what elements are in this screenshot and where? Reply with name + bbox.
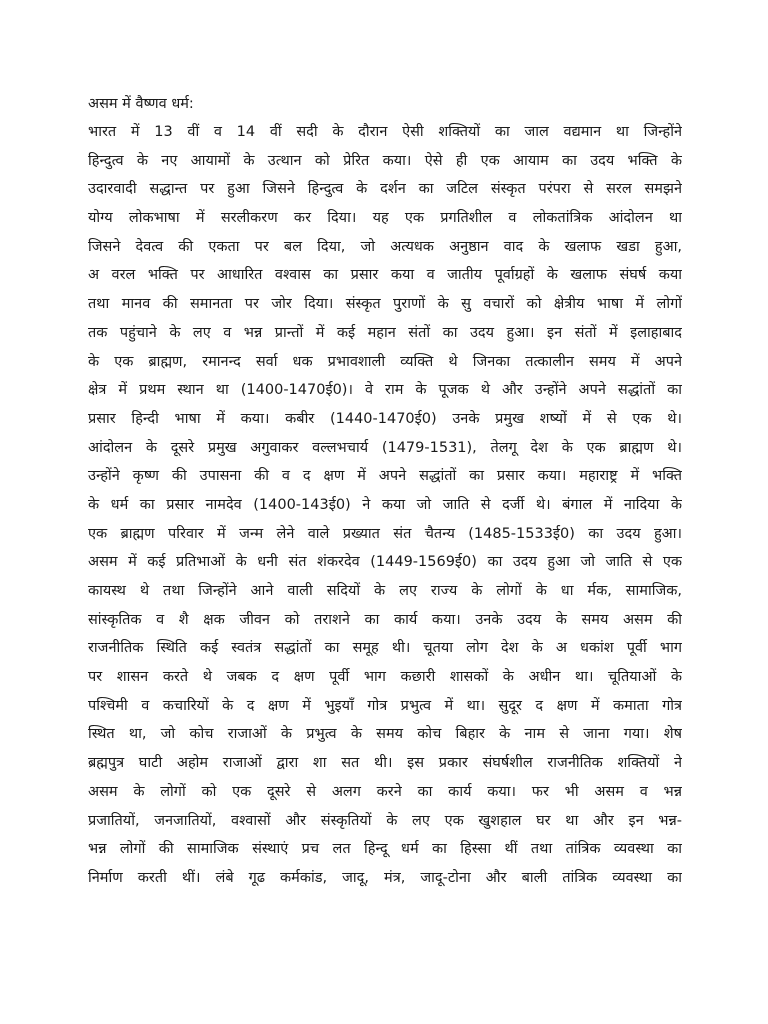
paragraph-line: हिन्दुत्व के नए आयामों के उत्थान को प्रेरित कया। ऐसे ही एक आयाम का उदय भक्ति के	[88, 152, 682, 169]
paragraph-line: के धर्म का प्रसार नामदेव (1400-143ई0) ने कया जो जाति से दर्जी थे। बंगाल में नादिया के	[88, 496, 682, 513]
paragraph-line: तथा मानव की समानता पर जोर दिया। संस्कृत पुराणों के सु वचारों को क्षेत्रीय भाषा में लोगों	[88, 296, 682, 313]
paragraph-line: असम के लोगों को एक दूसरे से अलग करने का कार्य कया। फर भी असम व भन्न	[88, 783, 682, 800]
paragraph-line: राजनीतिक स्थिति कई स्वतंत्र सद्धांतों का समूह थी। चूतया लोग देश के अ धकांश पूर्वी भाग	[88, 640, 682, 657]
paragraph-line: क्षेत्र में प्रथम स्थान था (1400-1470ई0)। वे राम के पूजक थे और उन्होंने अपने सद्धांतों का	[88, 382, 682, 399]
paragraph-line: जिसने देवत्व की एकता पर बल दिया, जो अत्यधक अनुष्ठान वाद के खलाफ खडा हुआ,	[88, 238, 682, 255]
paragraph-line: उन्होंने कृष्ण की उपासना की व द क्षण में अपने सद्धांतों का प्रसार कया। महाराष्ट्र में भक्ति	[88, 468, 682, 485]
paragraph-line: निर्माण करती थीं। लंबे गूढ कर्मकांड, जादू, मंत्र, जादू-टोना और बाली तांत्रिक व्यवस्था का	[88, 869, 682, 886]
document-heading: असम में वैष्णव धर्म:	[88, 96, 194, 112]
paragraph-line: के एक ब्राह्मण, रमानन्द सर्वा धक प्रभावशाली व्यक्ति थे जिनका तत्कालीन समय में अपने	[88, 353, 682, 370]
paragraph-line: सांस्कृतिक व शै क्षक जीवन को तराशने का कार्य कया। उनके उदय के समय असम की	[88, 611, 682, 628]
paragraph-line: ब्रह्मपुत्र घाटी अहोम राजाओं द्वारा शा सत थी। इस प्रकार संघर्षशील राजनीतिक शक्तियों ने	[88, 755, 682, 772]
paragraph-line: उदारवादी सद्धान्त पर हुआ जिसने हिन्दुत्व के दर्शन का जटिल संस्कृत परंपरा से सरल समझने	[88, 181, 682, 198]
paragraph-line: भारत में 13 वीं व 14 वीं सदी के दौरान ऐसी शक्तियों का जाल वद्यमान था जिन्होंने	[88, 124, 682, 140]
paragraph-line: प्रजातियों, जनजातियों, वश्वासों और संस्कृतियों के लए एक खुशहाल घर था और इन भन्न-	[88, 812, 682, 829]
paragraph-line: पर शासन करते थे जबक द क्षण पूर्वी भाग कछारी शासकों के अधीन था। चूतियाओं के	[88, 669, 682, 686]
paragraph-line: योग्य लोकभाषा में सरलीकरण कर दिया। यह एक प्रगतिशील व लोकतांत्रिक आंदोलन था	[88, 210, 682, 227]
paragraph-line: भन्न लोगों की सामाजिक संस्थाएं प्रच लत हिन्दू धर्म का हिस्सा थीं तथा तांत्रिक व्यवस्था का	[88, 841, 682, 858]
paragraph-line: अ वरल भक्ति पर आधारित वश्वास का प्रसार कया व जातीय पूर्वाग्रहों के खलाफ संघर्ष कया	[88, 267, 682, 284]
paragraph-line: स्थित था, जो कोच राजाओं के प्रभुत्व के समय कोच बिहार के नाम से जाना गया। शेष	[88, 726, 682, 743]
paragraph	[88, 118, 682, 893]
paragraph-line: एक ब्राह्मण परिवार में जन्म लेने वाले प्रख्यात संत चैतन्य (1485-1533ई0) का उदय हुआ।	[88, 525, 682, 542]
paragraph-line: पश्चिमी व कचारियों के द क्षण में भुइयाँ गोत्र प्रभुत्व में था। सुदूर द क्षण में कमाता गोत्र	[88, 697, 682, 714]
paragraph-line: असम में कई प्रतिभाओं के धनी संत शंकरदेव (1449-1569ई0) का उदय हुआ जो जाति से एक	[88, 554, 682, 571]
document-body	[88, 90, 682, 893]
paragraph-line: कायस्थ थे तथा जिन्होंने आने वाली सदियों के लए राज्य के लोगों के धा र्मक, सामाजिक,	[88, 583, 682, 599]
paragraph-line: प्रसार हिन्दी भाषा में कया। कबीर (1440-1470ई0) उनके प्रमुख शष्यों में से एक थे।	[88, 410, 682, 427]
paragraph-line: तक पहुंचाने के लए व भन्न प्रान्तों में कई महान संतों का उदय हुआ। इन संतों में इलाहाबाद	[88, 324, 682, 341]
paragraph-line: आंदोलन के दूसरे प्रमुख अगुवाकर वल्लभचार्य (1479-1531), तेलगू देश के एक ब्राह्मण थे।	[88, 439, 682, 456]
